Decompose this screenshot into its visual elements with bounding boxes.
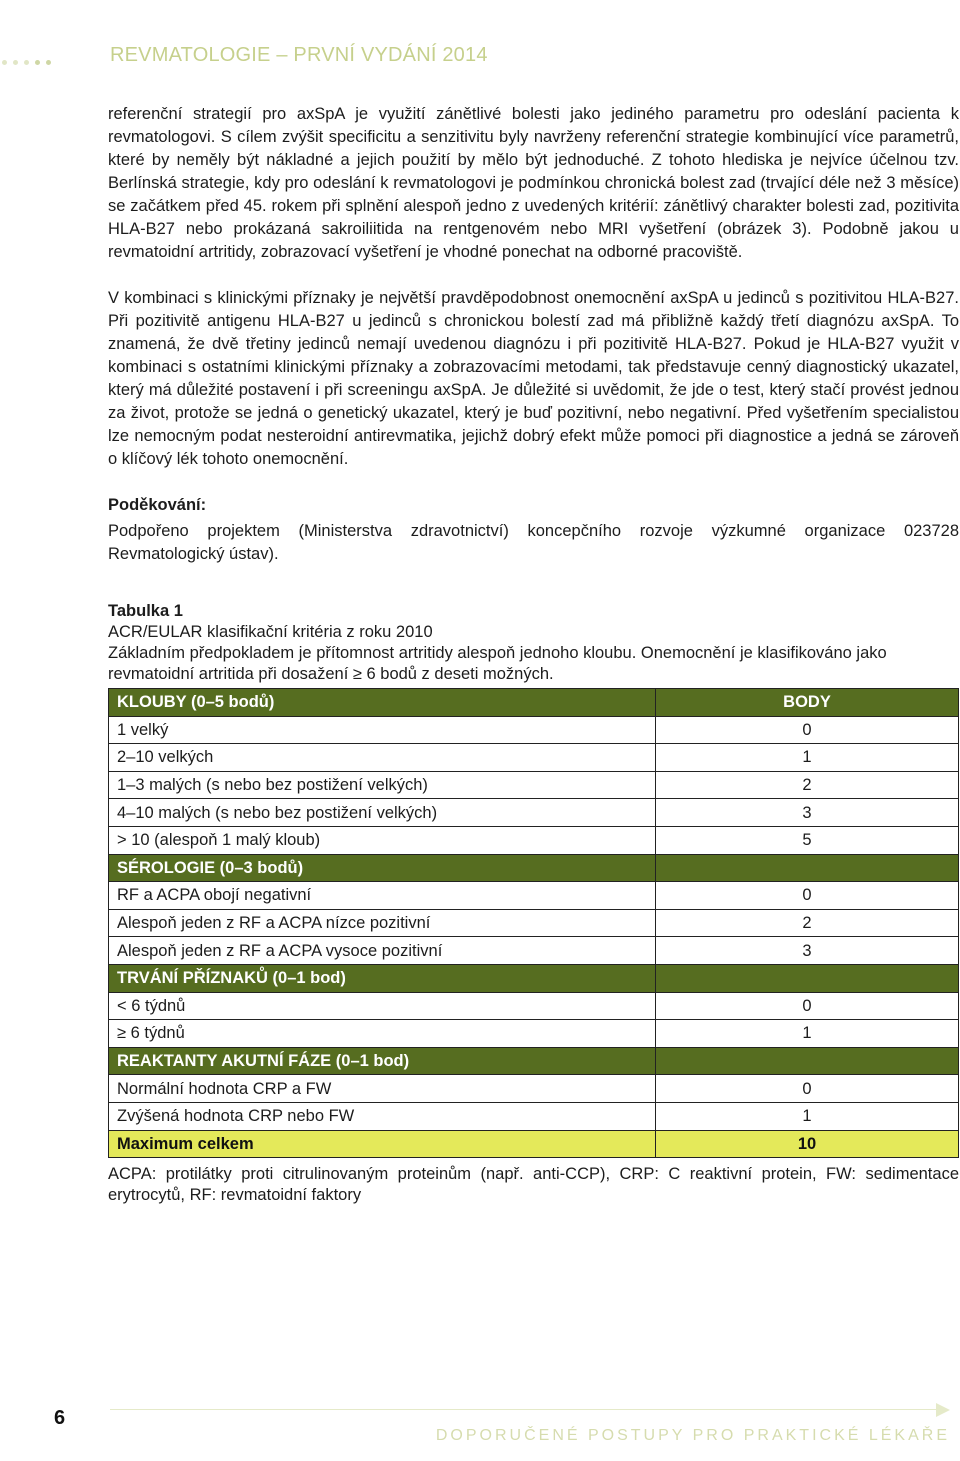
criterion-points: 2: [656, 771, 959, 799]
table-label: Tabulka 1: [108, 602, 183, 620]
running-header-title: REVMATOLOGIE – PRVNÍ VYDÁNÍ 2014: [110, 44, 488, 66]
table-row: [109, 744, 959, 772]
table-row: [109, 1020, 959, 1048]
decorative-dots: [2, 60, 51, 65]
criterion-label: RF a ACPA obojí negativní: [109, 882, 656, 910]
footer-rule: [110, 1409, 940, 1410]
criterion-points: [656, 964, 959, 992]
criterion-label: Maximum celkem: [109, 1130, 656, 1158]
criterion-points: 0: [656, 716, 959, 744]
page-header: [0, 40, 960, 80]
criterion-label: > 10 (alespoň 1 malý kloub): [109, 826, 656, 854]
criterion-points: 10: [656, 1130, 959, 1158]
arrow-right-icon: [936, 1403, 950, 1417]
table-section-row: [109, 689, 959, 717]
criterion-label: Alespoň jeden z RF a ACPA vysoce pozitivní: [109, 937, 656, 965]
criterion-points: 5: [656, 826, 959, 854]
table-row: [109, 882, 959, 910]
table-row: [109, 1102, 959, 1130]
table-row: [109, 992, 959, 1020]
dot-icon: [24, 60, 29, 65]
criterion-label: Alespoň jeden z RF a ACPA nízce pozitivní: [109, 909, 656, 937]
table-total-row: [109, 1130, 959, 1158]
criterion-points: 0: [656, 1075, 959, 1103]
dot-icon: [13, 60, 18, 65]
criterion-points: 3: [656, 799, 959, 827]
criterion-points: 0: [656, 992, 959, 1020]
table-row: [109, 799, 959, 827]
table-row: [109, 1075, 959, 1103]
criterion-label: Normální hodnota CRP a FW: [109, 1075, 656, 1103]
criterion-label: < 6 týdnů: [109, 992, 656, 1020]
acknowledgement-heading: Poděkování:: [108, 496, 207, 514]
criterion-label: 2–10 velkých: [109, 744, 656, 772]
dot-icon: [46, 60, 51, 65]
criterion-points: BODY: [656, 689, 959, 717]
table-block: [108, 601, 959, 1206]
table-section-row: [109, 964, 959, 992]
table-section-row: [109, 1047, 959, 1075]
acknowledgement-text: Podpořeno projektem (Ministerstva zdravotnictví) koncepčního rozvoje výzkumné organizace 023728 Revmatologický ústav).: [108, 522, 959, 563]
criterion-label: 1–3 malých (s nebo bez postižení velkých): [109, 771, 656, 799]
table-caption: ACR/EULAR klasifikační kritéria z roku 2010: [108, 623, 433, 641]
criterion-points: 1: [656, 1102, 959, 1130]
table-footnote: ACPA: protilátky proti citrulinovaným proteinům (např. anti-CCP), CRP: C reaktivní protein, FW: sedimentace erytrocytů, RF: revmatoidní faktory: [108, 1165, 959, 1205]
criterion-label: ≥ 6 týdnů: [109, 1020, 656, 1048]
criterion-label: 1 velký: [109, 716, 656, 744]
page-number: 6: [54, 1407, 66, 1429]
criterion-points: 3: [656, 937, 959, 965]
paragraph: referenční strategií pro axSpA je využití zánětlivé bolesti jako jediného parametru pro odeslání pacienta k revmatologovi. S cílem zvýšit specificitu a senzitivitu byly navrženy referenční strategie kombinující více parametrů, které by neměly být nákladné a jejich použití by mělo být jednoduché. Z tohoto hlediska je nejvíce účelnou tzv. Berlínská strategie, kdy pro odeslání k revmatologovi je podmínkou chronická bolest zad (trvající déle než 3 měsíce) se začátkem před 45. rokem při splnění alespoň jedno z uvedených kritérií: zánětlivý charakter bolesti zad, pozitivita HLA-B27 nebo prokázaná sakroiliitida na rentgenovém nebo MRI vyšetření (obrázek 3). Podobně jakou u revmatoidní artritidy, zobrazovací vyšetření je vhodné ponechat na odborné pracoviště.: [108, 105, 959, 261]
table-row: [109, 909, 959, 937]
criterion-points: [656, 1047, 959, 1075]
criterion-label: 4–10 malých (s nebo bez postižení velkých): [109, 799, 656, 827]
criterion-points: 1: [656, 1020, 959, 1048]
table-row: [109, 826, 959, 854]
criterion-points: [656, 854, 959, 882]
criterion-label: REAKTANTY AKUTNÍ FÁZE (0–1 bod): [109, 1047, 656, 1075]
criterion-points: 1: [656, 744, 959, 772]
criterion-label: SÉROLOGIE (0–3 bodů): [109, 854, 656, 882]
criterion-label: Zvýšená hodnota CRP nebo FW: [109, 1102, 656, 1130]
criterion-points: 2: [656, 909, 959, 937]
table-row: [109, 716, 959, 744]
criterion-label: TRVÁNÍ PŘÍZNAKŮ (0–1 bod): [109, 964, 656, 992]
criterion-points: 0: [656, 882, 959, 910]
criteria-table-body: [109, 689, 959, 1158]
table-row: [109, 937, 959, 965]
criterion-label: KLOUBY (0–5 bodů): [109, 689, 656, 717]
criteria-table: [108, 688, 959, 1158]
dot-icon: [35, 60, 40, 65]
article-body: [108, 103, 959, 566]
table-row: [109, 771, 959, 799]
table-description: Základním předpokladem je přítomnost artritidy alespoň jednoho kloubu. Onemocnění je klasifikováno jako revmatoidní artritida při dosažení ≥ 6 bodů z deseti možných.: [108, 644, 887, 683]
table-section-row: [109, 854, 959, 882]
footer-title: DOPORUČENÉ POSTUPY PRO PRAKTICKÉ LÉKAŘE: [435, 1427, 950, 1444]
dot-icon: [2, 60, 7, 65]
paragraph: V kombinaci s klinickými příznaky je největší pravděpodobnost onemocnění axSpA u jedinců s pozitivitou HLA-B27. Při pozitivitě antigenu HLA-B27 u jedinců s chronickou bolestí zad má přibližně každý třetí diagnózu axSpA. To znamená, že dvě třetiny jedinců nemají uvedenou diagnózu i při pozitivitě HLA-B27. Pokud je HLA-B27 využit v kombinaci s ostatními klinickými příznaky a zobrazovacími metodami, tak představuje cenný diagnostický ukazatel, který má důležité postavení i při screeningu axSpA. Je důležité si uvědomit, že jde o test, který stačí provést jednou za život, protože se jedná o genetický ukazatel, který je buď pozitivní, nebo negativní. Před vyšetřením specialistou lze nemocným podat nesteroidní antirevmatika, jejichž dobrý efekt může pomoci při diagnostice a jedná se zároveň o klíčový lék tohoto onemocnění.: [108, 289, 959, 468]
